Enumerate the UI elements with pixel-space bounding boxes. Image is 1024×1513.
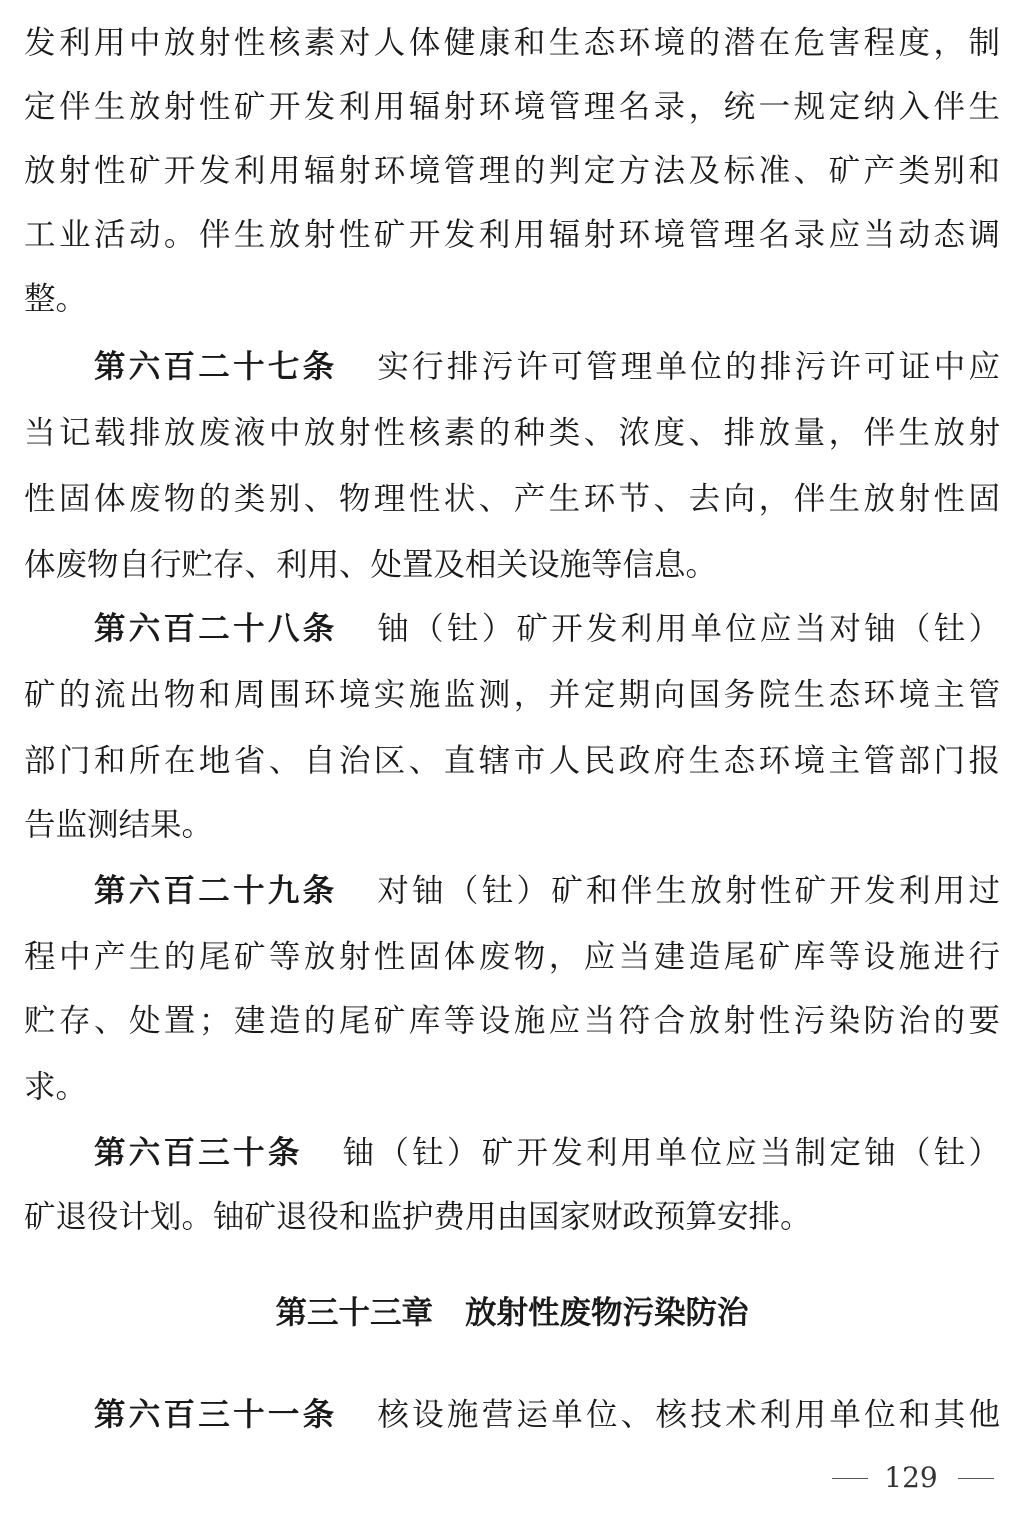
article-number: 第六百三十条 bbox=[94, 1135, 303, 1171]
article-first-line bbox=[94, 1390, 1000, 1440]
text-line: 工业活动。伴生放射性矿开发利用辐射环境管理名录应当动态调 bbox=[24, 217, 1000, 253]
text-line: 矿退役计划。铀矿退役和监护费用由国家财政预算安排。 bbox=[24, 1199, 812, 1235]
text-line: 贮存、处置；建造的尾矿库等设施应当符合放射性污染防治的要 bbox=[24, 1003, 1000, 1039]
article-text: 对铀（钍）矿和伴生放射性矿开发利用过 bbox=[377, 873, 1000, 909]
page-footer bbox=[0, 1458, 1024, 1498]
text-line: 告监测结果。 bbox=[24, 807, 214, 843]
text-line: 当记载排放废液中放射性核素的种类、浓度、排放量，伴生放射 bbox=[24, 415, 1000, 451]
page-number: 129 bbox=[884, 1461, 938, 1494]
footer-dash-right bbox=[958, 1478, 994, 1479]
article-first-line bbox=[94, 604, 1000, 654]
footer-dash-left bbox=[832, 1478, 868, 1479]
article-text: 铀（钍）矿开发利用单位应当制定铀（钍） bbox=[342, 1135, 1000, 1171]
article-number: 第六百二十八条 bbox=[94, 611, 338, 647]
text-line: 体废物自行贮存、利用、处置及相关设施等信息。 bbox=[24, 547, 718, 583]
text-line: 定伴生放射性矿开发利用辐射环境管理名录，统一规定纳入伴生 bbox=[24, 89, 1000, 125]
article-number: 第六百二十九条 bbox=[94, 873, 338, 909]
article-first-line bbox=[94, 342, 1000, 392]
article-text: 实行排污许可管理单位的排污许可证中应 bbox=[377, 349, 1000, 385]
article-text: 铀（钍）矿开发利用单位应当对铀（钍） bbox=[377, 611, 1000, 647]
text-line: 矿的流出物和周围环境实施监测，并定期向国务院生态环境主管 bbox=[24, 677, 1000, 713]
text-line: 部门和所在地省、自治区、直辖市人民政府生态环境主管部门报 bbox=[24, 743, 1000, 779]
text-line: 发利用中放射性核素对人体健康和生态环境的潜在危害程度，制 bbox=[24, 25, 1000, 61]
article-number: 第六百三十一条 bbox=[94, 1397, 338, 1433]
article-first-line bbox=[94, 866, 1000, 916]
chapter-title: 放射性废物污染防治 bbox=[465, 1295, 749, 1331]
text-line: 放射性矿开发利用辐射环境管理的判定方法及标准、矿产类别和 bbox=[24, 153, 1000, 189]
chapter-number: 第三十三章 bbox=[275, 1295, 433, 1331]
article-text: 核设施营运单位、核技术利用单位和其他 bbox=[377, 1397, 1000, 1433]
text-line: 程中产生的尾矿等放射性固体废物，应当建造尾矿库等设施进行 bbox=[24, 939, 1000, 975]
text-line: 求。 bbox=[24, 1069, 88, 1105]
article-number: 第六百二十七条 bbox=[94, 349, 338, 385]
text-line: 性固体废物的类别、物理性状、产生环节、去向，伴生放射性固 bbox=[24, 481, 1000, 517]
chapter-heading bbox=[0, 1288, 1024, 1338]
text-line: 整。 bbox=[24, 281, 88, 317]
article-first-line bbox=[94, 1128, 1000, 1178]
